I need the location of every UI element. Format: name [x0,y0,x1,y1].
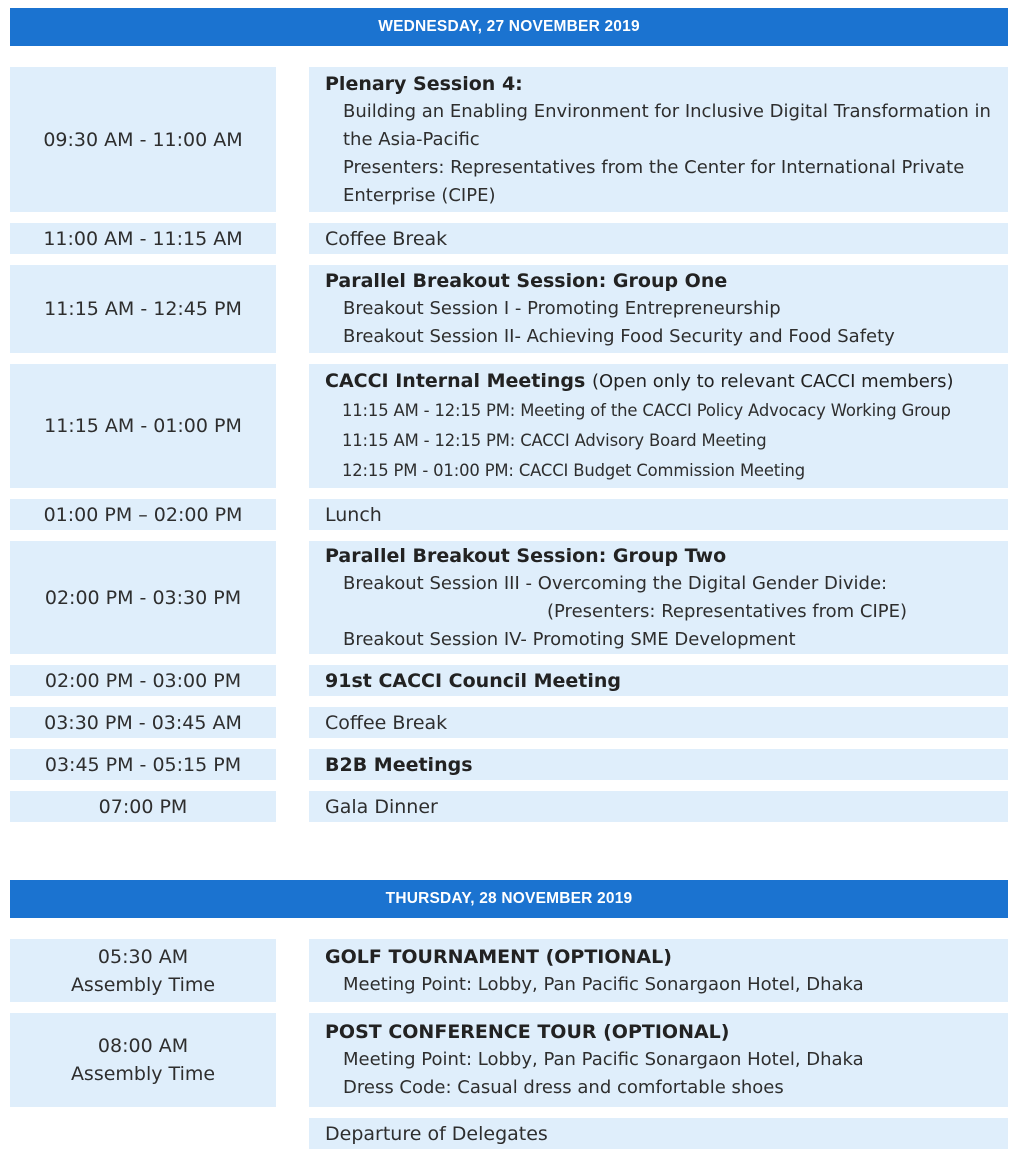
time-cell [10,364,276,488]
event-title: POST CONFERENCE TOUR (OPTIONAL) [325,1021,730,1043]
event-title-note: (Open only to relevant CACCI members) [591,370,954,392]
event-label: Coffee Break [325,711,448,734]
event-cell [309,939,1008,1002]
event-detail: Dress Code: Casual dress and comfortable shoes [343,1077,784,1098]
event-detail: Breakout Session IV- Promoting SME Development [343,628,796,650]
time-label: 07:00 PM [98,795,188,818]
time-label: 02:00 PM - 03:00 PM [44,669,242,692]
time-cell [10,67,276,212]
time-label: 03:30 PM - 03:45 AM [44,711,242,734]
day-header-thursday: THURSDAY, 28 NOVEMBER 2019 [10,880,1008,918]
event-cell [309,223,1008,254]
event-detail: Breakout Session III - Overcoming the Digital Gender Divide: [343,572,888,594]
time-cell [10,939,276,1002]
time-cell [10,1013,276,1107]
event-title: Parallel Breakout Session: Group One [325,270,728,292]
time-label: 01:00 PM – 02:00 PM [43,503,243,526]
event-label: Coffee Break [325,227,448,250]
time-label: 11:15 AM - 01:00 PM [44,415,242,437]
time-sublabel: Assembly Time [70,973,216,996]
time-cell [10,749,276,780]
event-cell [309,791,1008,822]
event-detail: Building an Enabling Environment for Inclusive Digital Transformation in the Asia-Pacific [343,100,991,150]
time-label: 11:00 AM - 11:15 AM [43,227,243,250]
event-label: Lunch [325,503,382,526]
event-detail: 11:15 AM - 12:15 PM: CACCI Advisory Board Meeting [342,430,767,450]
time-cell [10,223,276,254]
event-title: Plenary Session 4: [325,72,523,95]
event-title: Parallel Breakout Session: Group Two [325,544,727,567]
event-cell [309,67,1008,212]
event-cell [309,1013,1008,1107]
event-detail: (Presenters: Representatives from CIPE) [547,600,908,622]
event-title: GOLF TOURNAMENT (OPTIONAL) [325,945,672,968]
day-header-wednesday: WEDNESDAY, 27 NOVEMBER 2019 [10,8,1008,46]
event-detail: Meeting Point: Lobby, Pan Pacific Sonargaon Hotel, Dhaka [343,973,864,995]
time-cell [10,541,276,654]
event-detail: 12:15 PM - 01:00 PM: CACCI Budget Commission Meeting [342,460,805,480]
event-cell [309,1118,1008,1149]
time-label: 08:00 AM [97,1035,189,1057]
event-detail: Breakout Session I - Promoting Entrepreneurship [343,298,781,319]
time-cell [10,707,276,738]
event-detail: Presenters: Representatives from the Center for International Private Enterprise (CIPE) [343,156,965,206]
time-label: 03:45 PM - 05:15 PM [44,753,242,776]
event-title: 91st CACCI Council Meeting [325,669,622,692]
time-label: 11:15 AM - 12:45 PM [44,298,242,320]
event-detail: Breakout Session II- Achieving Food Security and Food Safety [343,326,895,347]
event-title: CACCI Internal Meetings [325,369,586,392]
event-title: B2B Meetings [325,753,473,776]
event-detail: Meeting Point: Lobby, Pan Pacific Sonargaon Hotel, Dhaka [343,1049,864,1070]
time-cell [10,499,276,530]
event-cell [309,707,1008,738]
time-cell [10,665,276,696]
event-cell [309,499,1008,530]
event-detail: 11:15 AM - 12:15 PM: Meeting of the CACCI Policy Advocacy Working Group [342,400,951,420]
event-cell [309,265,1008,353]
event-cell [309,364,1008,488]
event-cell [309,665,1008,696]
event-title-row [325,367,1004,396]
event-label: Departure of Delegates [325,1122,548,1145]
time-cell [10,265,276,353]
time-label: 05:30 AM [97,945,189,968]
event-label: Gala Dinner [325,795,438,818]
time-label: 09:30 AM - 11:00 AM [43,128,243,151]
time-sublabel: Assembly Time [70,1063,216,1085]
event-cell [309,749,1008,780]
time-label: 02:00 PM - 03:30 PM [44,586,242,609]
event-cell [309,541,1008,654]
time-cell [10,791,276,822]
